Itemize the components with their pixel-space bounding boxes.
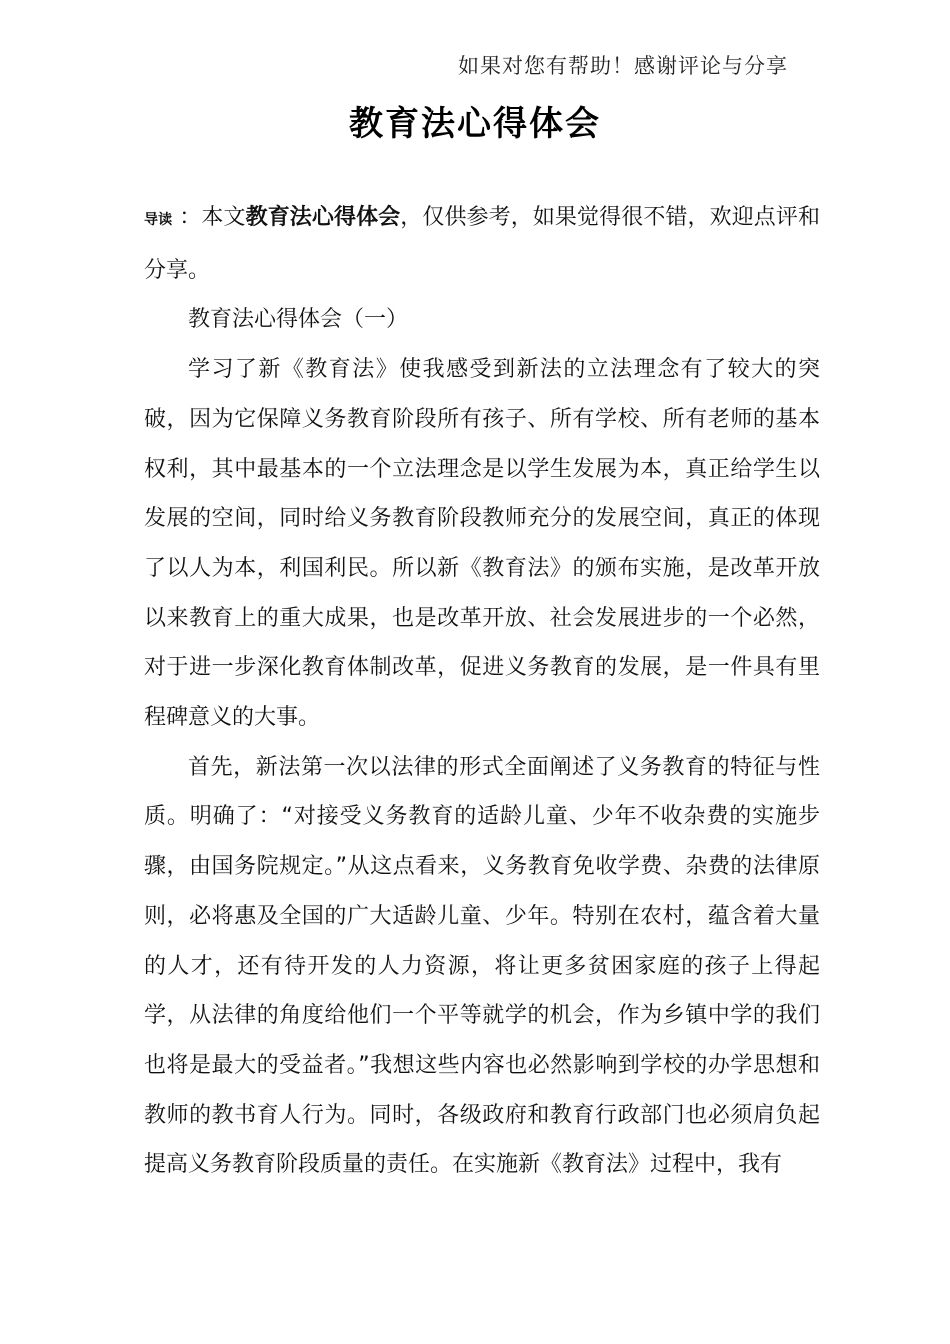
intro-paragraph	[144, 193, 820, 295]
section-heading: 教育法心得体会（一）	[188, 307, 409, 333]
intro-prefix: ：本文	[179, 205, 246, 230]
document-title: 教育法心得体会	[349, 104, 601, 144]
intro-suffix: ，仅供参考，如果觉得很不错，欢迎点评和分享。	[144, 205, 820, 283]
body-paragraph-1: 学习了新《教育法》使我感受到新法的立法理念有了较大的突破，因为它保障义务教育阶段所有孩子、所有学校、所有老师的基本权利，其中最基本的一个立法理念是以学生发展为本，真正给学生以发展的空间，同时给义务教育阶段教师充分的发展空间，真正的体现了以人为本，利国利民。所以新《教育法》的颁布实施，是改革开放以来教育上的重大成果，也是改革开放、社会发展进步的一个必然，对于进一步深化教育体制改革，促进义务教育的发展，是一件具有里程碑意义的大事。	[144, 357, 820, 731]
body-paragraph-2: 首先，新法第一次以法律的形式全面阐述了义务教育的特征与性质。明确了：“对接受义务教育的适龄儿童、少年不收杂费的实施步骤，由国务院规定。”从这点看来，义务教育免收学费、杂费的法律原则，必将惠及全国的广大适龄儿童、少年。特别在农村，蕴含着大量的人才，还有待开发的人力资源，将让更多贫困家庭的孩子上得起学，从法律的角度给他们一个平等就学的机会，作为乡镇中学的我们也将是最大的受益者。”我想这些内容也必然影响到学校的办学思想和教师的教书育人行为。同时，各级政府和教育行政部门也必须肩负起提高义务教育阶段质量的责任。在实施新《教育法》过程中，我有	[144, 754, 820, 1178]
intro-bold-title: 教育法心得体会	[245, 205, 401, 230]
document-body	[144, 193, 820, 1190]
intro-label: 导读	[144, 212, 173, 228]
header-note: 如果对您有帮助！感谢评论与分享	[458, 54, 788, 78]
